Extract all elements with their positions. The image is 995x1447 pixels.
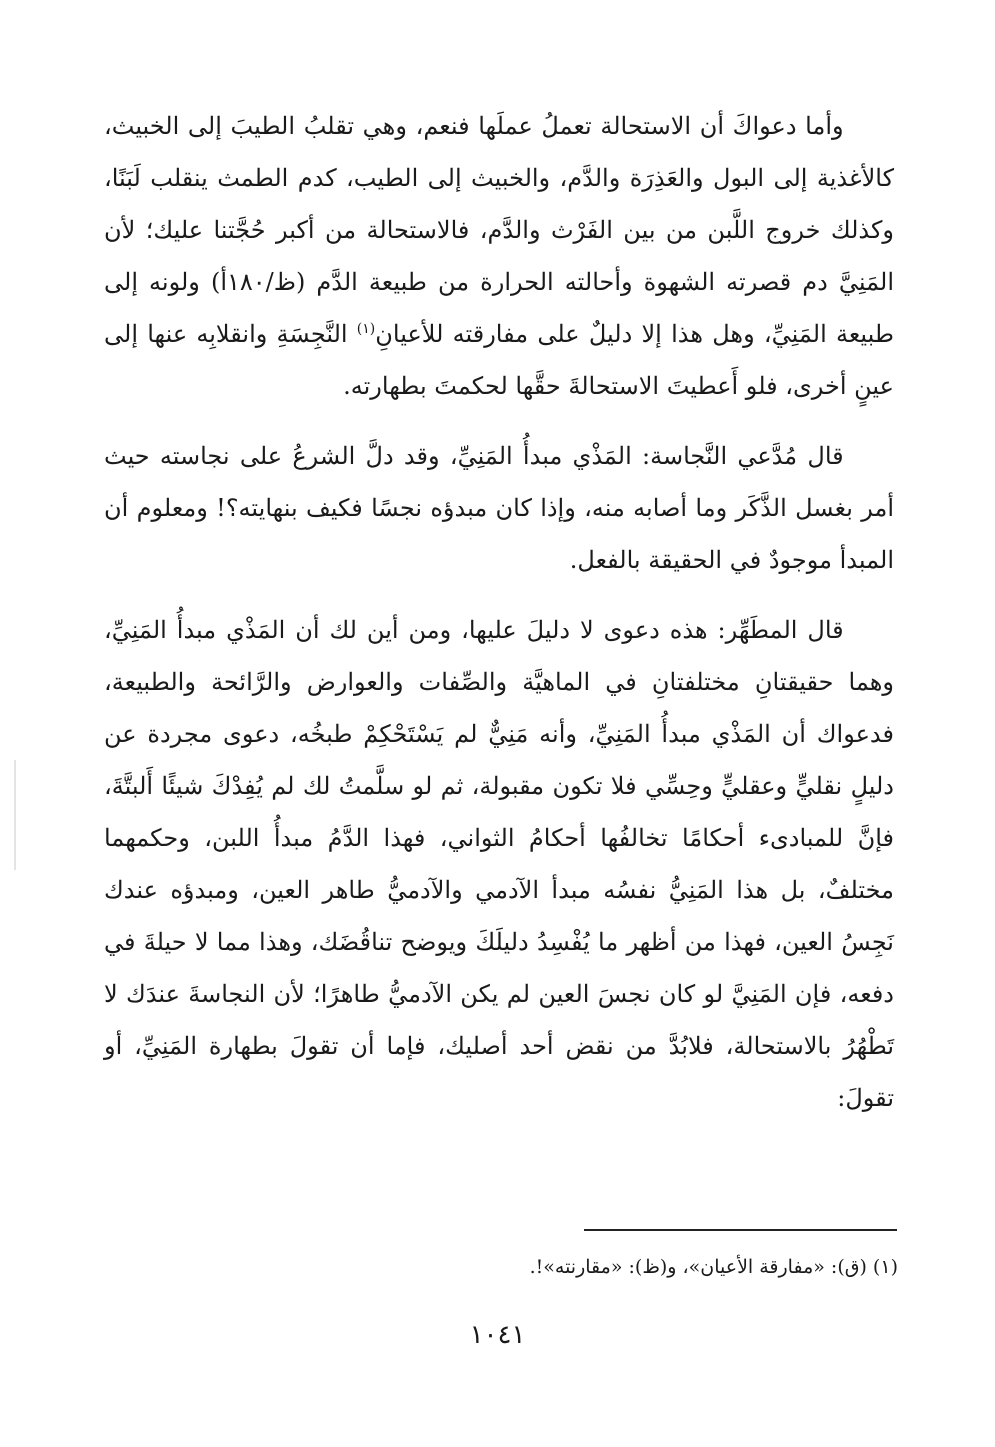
page-number: ١٠٤١ [469, 1320, 526, 1350]
paragraph-1-text-a: وأما دعواكَ أن الاستحالة تعملُ عملَها فنعم، وهي تقلبُ الطيبَ إلى الخبيث، كالأغذية إلى البول والعَذِرَة والدَّم، والخبيث إلى الطيب، كدم الطمث ينقلب لَبَنًا، وكذلك خروج اللَّبن من بين الفَرْث والدَّم، فالاستحالة من أكبر حُجَّتنا عليك؛ لأن المَنِيَّ دم قصرته الشهوة وأحالته الحرارة من طبيعة الدَّم (ظ/١٨٠أ) ولونه إلى طبيعة المَنِيِّ، وهل هذا إلا دليلٌ على مفارقته للأعيانِ [104, 112, 895, 348]
footnote-separator [584, 1229, 897, 1231]
main-text [104, 100, 894, 1124]
paragraph-1-text-b: النَّجِسَةِ وانقلابِه عنها إلى عينٍ أخرى، فلو أَعطيتَ الاستحالةَ حقَّها لحكمتَ بطهارته. [104, 320, 894, 400]
paragraph-1 [104, 100, 894, 412]
footnote-reference: (١) [356, 321, 376, 337]
scan-edge-mark [14, 760, 16, 870]
footnote: (١) (ق): «مفارقة الأعيان»، و(ظ): «مقارنته»!. [529, 1256, 898, 1278]
paragraph-2: قال مُدَّعي النَّجاسة: المَذْي مبدأُ المَنِيِّ، وقد دلَّ الشرعُ على نجاسته حيث أمر بغسل الذَّكَر وما أصابه منه، وإذا كان مبدؤه نجسًا فكيف بنهايته؟! ومعلوم أن المبدأ موجودٌ في الحقيقة بالفعل. [104, 442, 895, 574]
paragraph-3: قال المطَهِّر: هذه دعوى لا دليلَ عليها، ومن أين لك أن المَذْي مبدأُ المَنِيِّ، وهما حقيقتانِ مختلفتانِ في الماهيَّة والصِّفات والعوارض والرَّائحة والطبيعة، فدعواك أن المَذْي مبدأُ المَنِيِّ، وأنه مَنِيٌّ لم يَسْتَحْكِمْ طبخُه، دعوى مجردة عن دليلٍ نقليٍّ وعقليٍّ وحِسِّي فلا تكون مقبولة، ثم لو سلَّمتُ لك لم يُفِدْكَ شيئًا أَلبتَّةَ، فإنَّ للمبادىء أحكامًا تخالفُها أحكامُ الثواني، فهذا الدَّمُ مبدأُ اللبن، وحكمهما مختلفٌ، بل هذا المَنِيُّ نفسُه مبدأ الآدمي والآدميُّ طاهر العين، ومبدؤه عندك نَجِسُ العين، فهذا من أظهر ما يُفْسِدُ دليلَكَ ويوضح تناقُضَك، وهذا مما لا حيلةَ في دفعه، فإن المَنِيَّ لو كان نجسَ العين لم يكن الآدميُّ طاهرًا؛ لأن النجاسةَ عندَك لا تَطْهُرُ بالاستحالة، فلابُدَّ من نقض أحد أصليك، فإما أن تقولَ بطهارة المَنِيِّ، أو تقولَ: [104, 616, 895, 1112]
